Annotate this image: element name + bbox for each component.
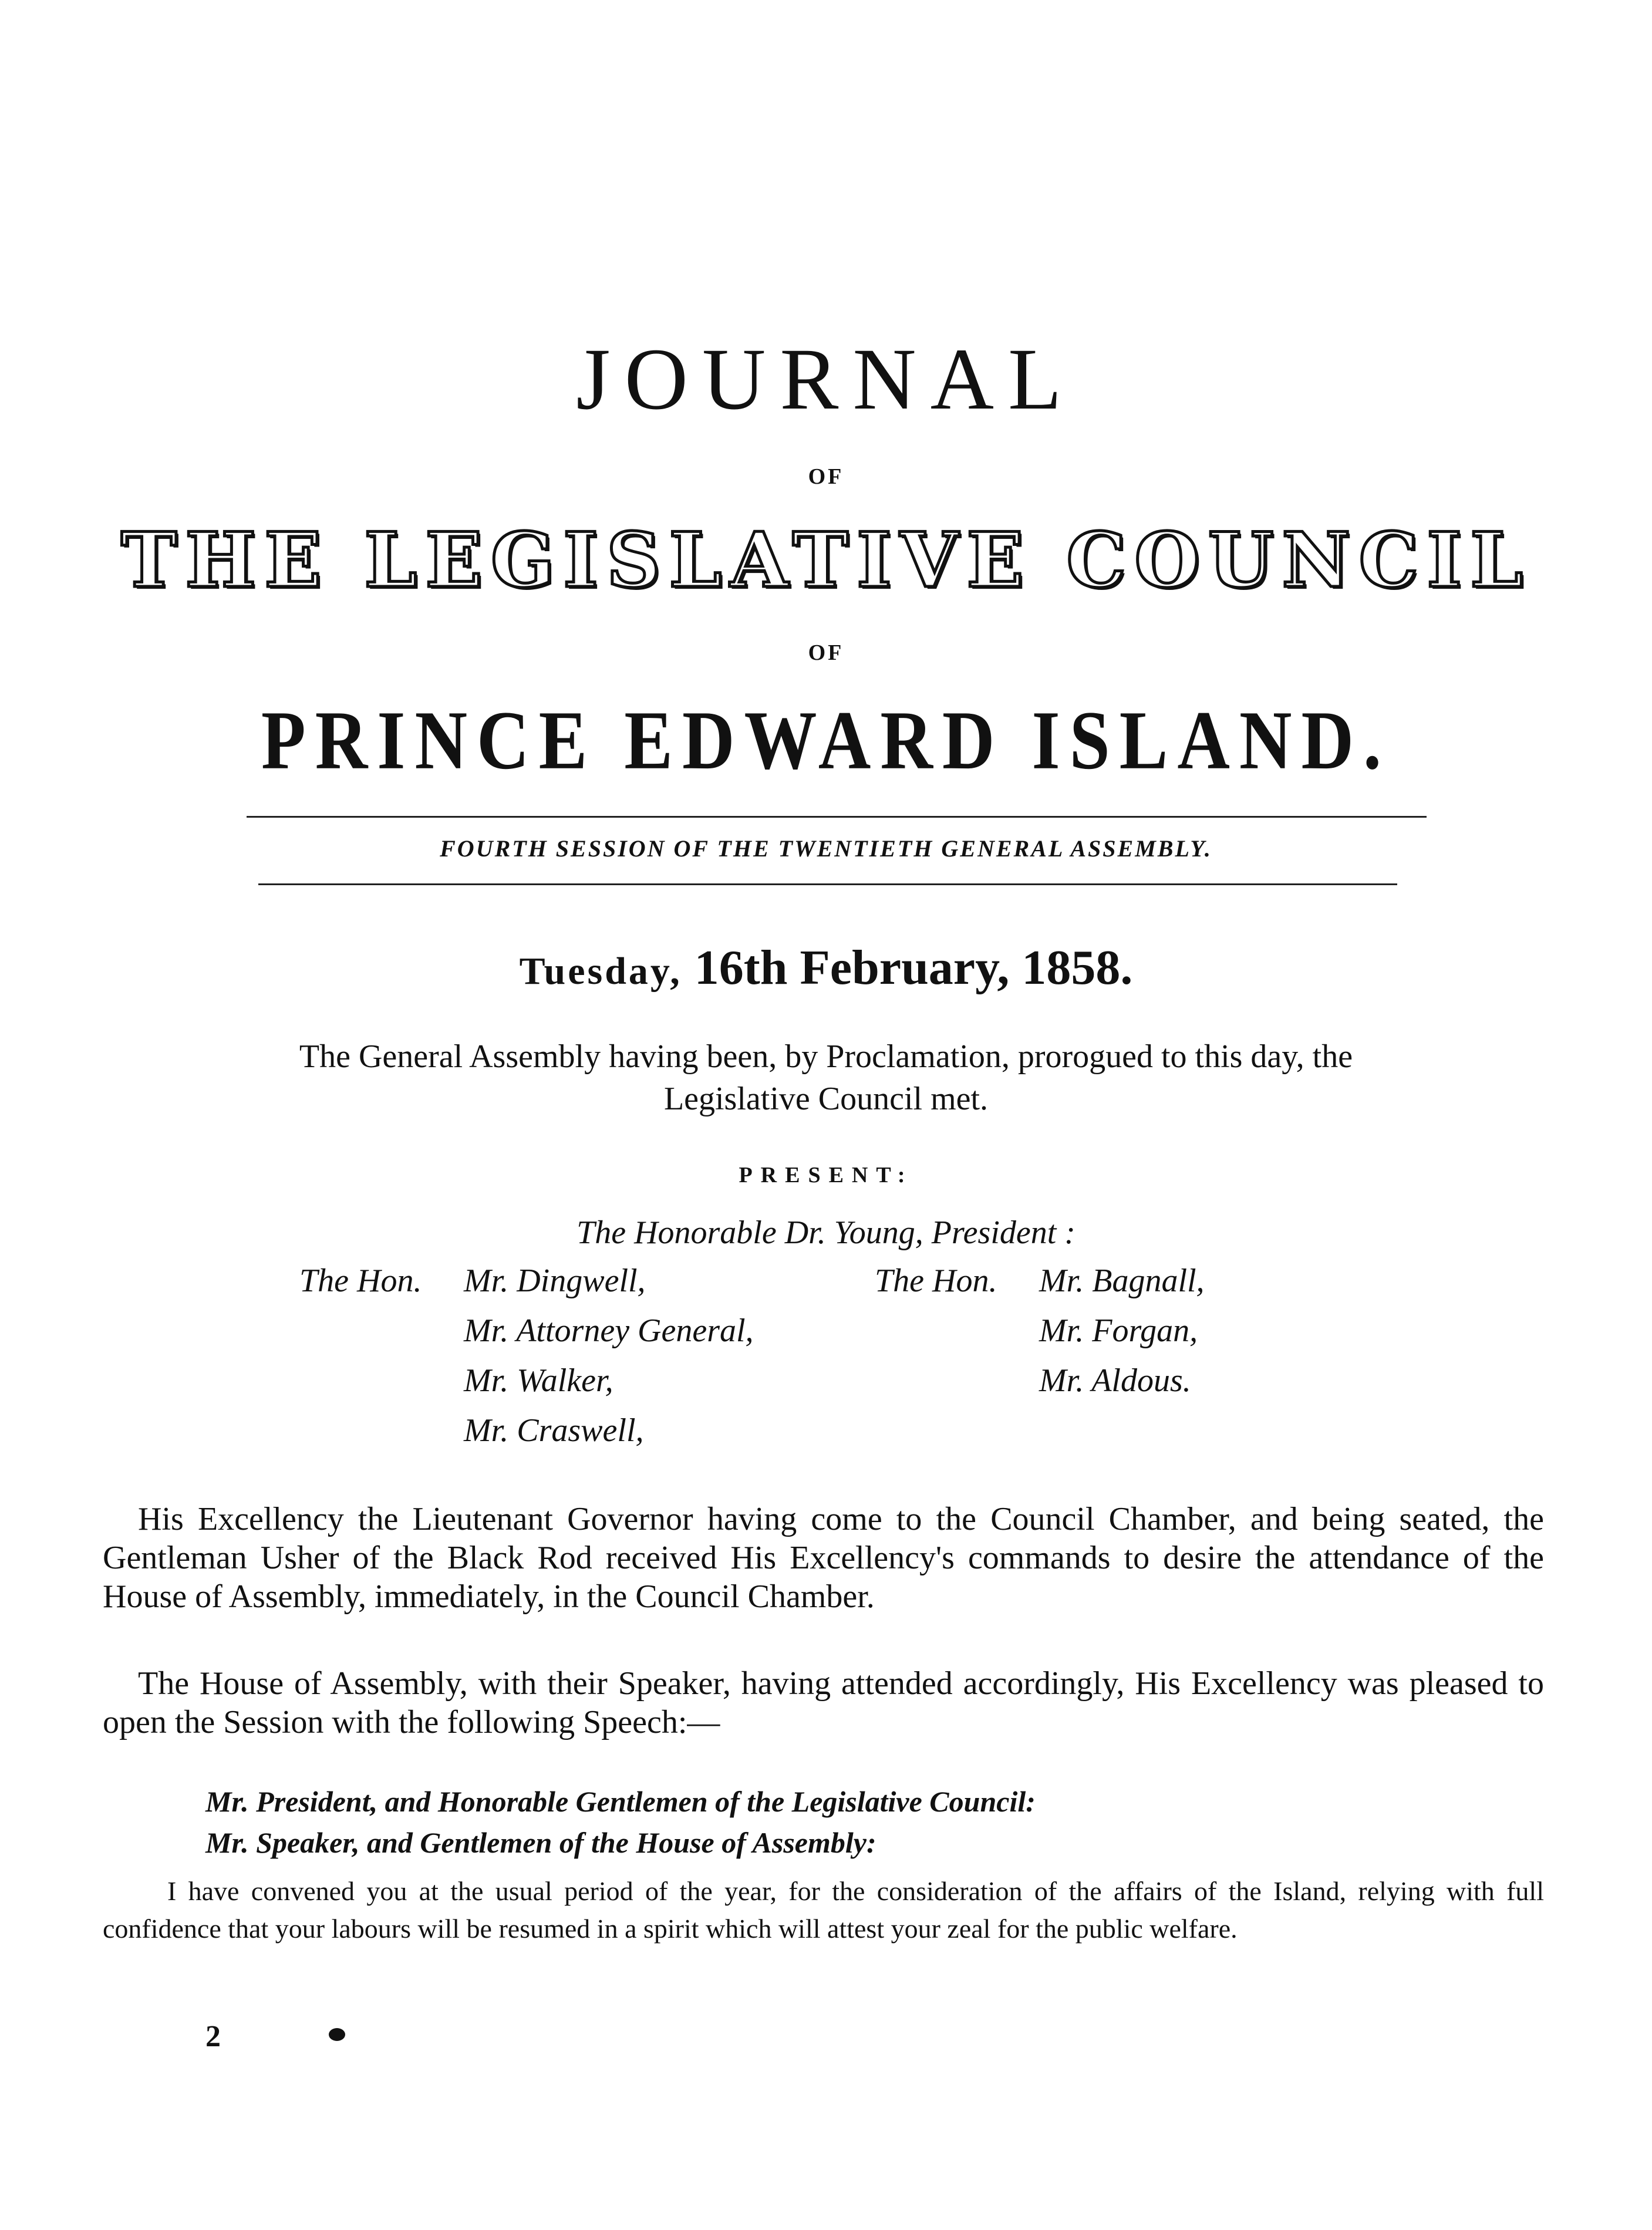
opening-text: The General Assembly having been, by Proclamation, prorogued to this day, the Legislative Council met. [299, 1038, 1353, 1117]
of-label-2: OF [808, 640, 844, 665]
paragraph-assembly: The House of Assembly, with their Speaker, having attended accordingly, His Excellency was pleased to open the Session with the following Speech:— [103, 1665, 1544, 1740]
journal-title: JOURNAL [576, 330, 1076, 428]
member-left-1: Mr. Dingwell, [464, 1263, 646, 1299]
date-heading [0, 939, 1652, 996]
council-title: THE LEGISLATIVE COUNCIL [120, 517, 1532, 605]
right-hon-label: The Hon. [875, 1263, 997, 1299]
present-label: PRESENT: [739, 1163, 913, 1187]
date-rest: 16th February, 1858. [682, 940, 1133, 995]
member-left-4: Mr. Craswell, [464, 1412, 644, 1449]
address-line-2: Mr. Speaker, and Gentlemen of the House of Assembly: [205, 1826, 876, 1859]
bottom-rule [258, 883, 1397, 885]
ink-dot [329, 2028, 345, 2041]
date-day: Tuesday, [519, 950, 682, 993]
left-hon-label: The Hon. [299, 1263, 422, 1299]
signature-mark: 2 [205, 2020, 221, 2053]
opening-paragraph [0, 1036, 1652, 1120]
of-label-1: OF [808, 464, 844, 489]
paragraph-governor: His Excellency the Lieutenant Governor having come to the Council Chamber, and being seated, the Gentleman Usher of the Black Rod received His Excellency's commands to desire the attendance of the House of Assembly, immediately, in the Council Chamber. [103, 1501, 1544, 1615]
session-heading: FOURTH SESSION OF THE TWENTIETH GENERAL ASSEMBLY. [440, 835, 1212, 862]
member-right-3: Mr. Aldous. [1039, 1362, 1191, 1399]
speech-paragraph: I have convened you at the usual period of the year, for the consideration of the affairs of the Island, relying with full confidence that your labours will be resumed in a spirit which will attest your zeal for the public welfare. [103, 1876, 1544, 1944]
member-left-2: Mr. Attorney General, [464, 1313, 754, 1349]
president-line: The Honorable Dr. Young, President : [576, 1214, 1076, 1251]
address-line-1: Mr. President, and Honorable Gentlemen of the Legislative Council: [205, 1785, 1036, 1818]
member-right-1: Mr. Bagnall, [1039, 1263, 1205, 1299]
member-left-3: Mr. Walker, [464, 1362, 613, 1399]
member-right-2: Mr. Forgan, [1039, 1313, 1198, 1349]
top-rule [247, 816, 1427, 818]
place-title: PRINCE EDWARD ISLAND. [261, 694, 1391, 787]
